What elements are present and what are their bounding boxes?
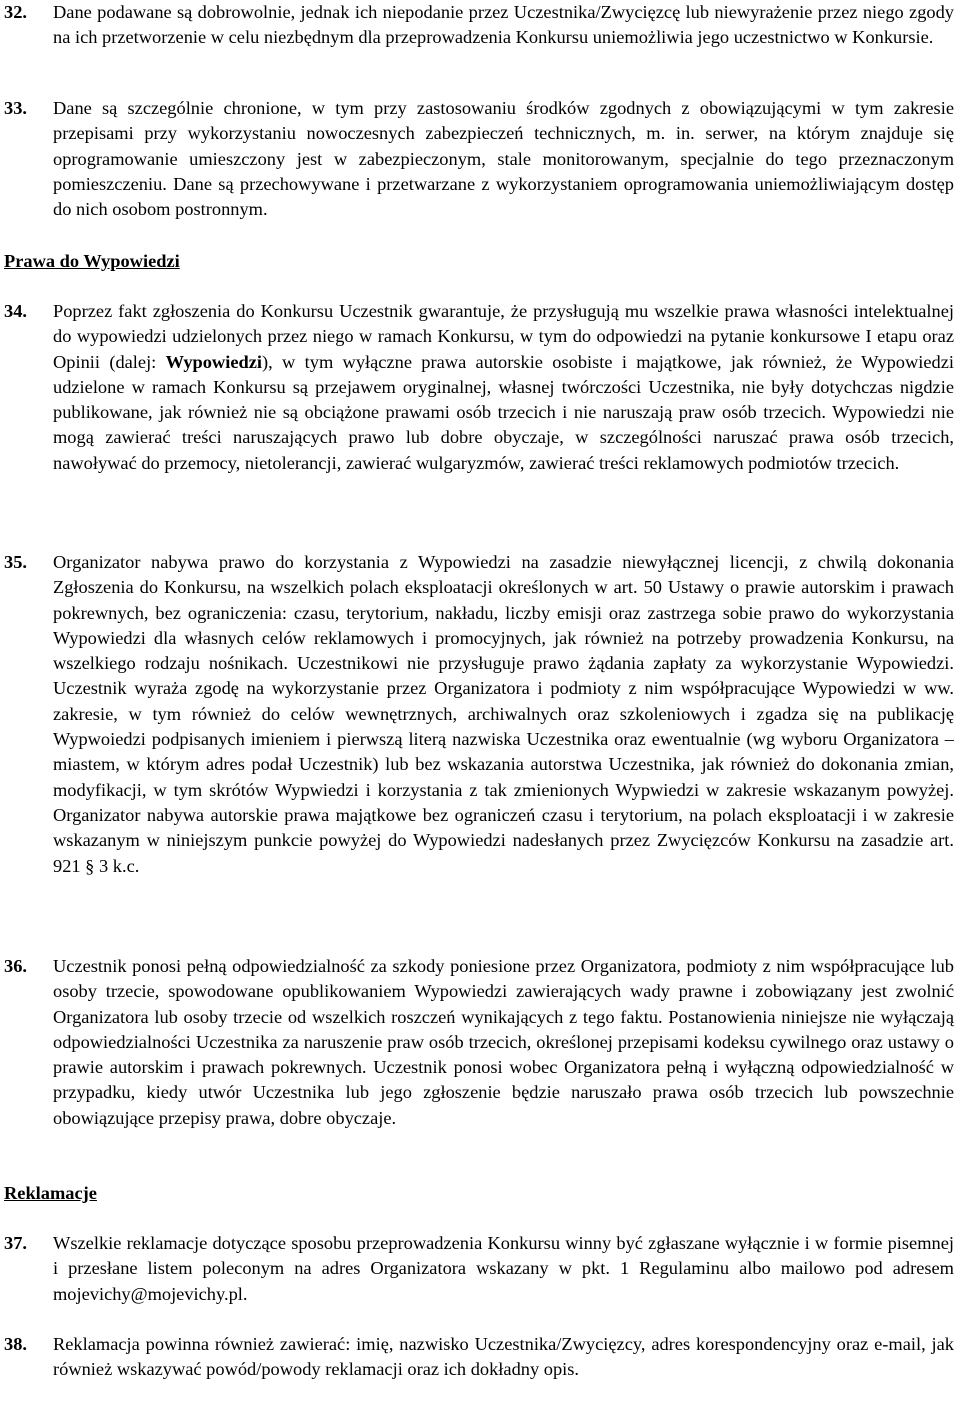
paragraph-34: [4, 299, 954, 476]
paragraph-text: Organizator nabywa prawo do korzystania z Wypowiedzi na zasadzie niewyłącznej licencji, z chwilą dokonania Zgłoszenia do Konkursu, na wszelkich polach eksploatacji określonych w art. 50 Ustawy o prawie autorskim i prawach pokrewnych, bez ograniczenia: czasu, terytorium, nakładu, liczby emisji oraz zastrzega sobie prawo do wykorzystania Wypowiedzi dla własnych celów reklamowych i promocyjnych, jak również na potrzeby prowadzenia Konkursu, na wszelkiego rodzaju nośnikach. Uczestnikowi nie przysługuje prawo żądania zapłaty za wykorzystanie Wypowiedzi. Uczestnik wyraża zgodę na wykorzystanie przez Organizatora i podmioty z nim współpracujące Wypowiedzi w ww. zakresie, w tym również do celów wewnętrznych, archiwalnych oraz szkoleniowych i zgadza się na publikację Wypwoiedzi podpisanych imieniem i pierwszą literą nazwiska Uczestnika oraz ewentualnie (wg wyboru Organizatora – miastem, w którym adres podał Uczestnik) lub bez wskazania autorstwa Uczestnika, jak również do dokonania zmian, modyfikacji, w tym skrótów Wypwiedzi i korzystania z tak zmienionych Wypwiedzi w zakresie wskazanym powyżej. Organizator nabywa autorskie prawa majątkowe bez ograniczeń czasu i terytorium, na polach eksploatacji i w zakresie wskazanym w niniejszym punkcie powyżej do Wypowiedzi nadesłanych przez Zwycięzców Konkursu na zasadzie art. 921 § 3 k.c.: [53, 552, 954, 876]
paragraph-number: 37.: [4, 1233, 27, 1253]
paragraph-37: [4, 1231, 954, 1307]
defined-term: Wypowiedzi: [165, 351, 262, 372]
paragraph-text: Wszelkie reklamacje dotyczące sposobu przeprowadzenia Konkursu winny być zgłaszane wyłącznie i w formie pisemnej i przesłane listem poleconym na adres Organizatora wskazany w pkt. 1 Regulaminu albo mailowo pod adresem mojevichy@mojevichy.pl.: [53, 1233, 954, 1304]
paragraph-number: 35.: [4, 552, 27, 572]
paragraph-number: 36.: [4, 956, 27, 976]
paragraph-text: Dane podawane są dobrowolnie, jednak ich niepodanie przez Uczestnika/Zwycięzcę lub niewyrażenie przez niego zgody na ich przetworzenie w celu niezbędnym dla przeprowadzenia Konkursu uniemożliwia jego uczestnictwo w Konkursie.: [53, 2, 954, 48]
paragraph-36: [4, 954, 954, 1131]
paragraph-number: 33.: [4, 98, 27, 118]
paragraph-38: [4, 1332, 954, 1383]
paragraph-number: 38.: [4, 1334, 27, 1354]
paragraph-35: [4, 550, 954, 879]
paragraph-text-a: Poprzez fakt zgłoszenia do Konkursu Uczestnik gwarantuje, że przysługują mu wszelkie prawa własności intelektualnej do wypowiedzi udzielonych przez niego w ramach Konkursu, w tym do odpowiedzi na pytanie konkursowe I etapu oraz Opinii (dalej:: [53, 301, 954, 372]
section-heading-complaints: Reklamacje: [4, 1183, 97, 1203]
paragraph-text: Dane są szczególnie chronione, w tym przy zastosowaniu środków zgodnych z obowiązującymi w tym zakresie przepisami przy wykorzystaniu nowoczesnych zabezpieczeń technicznych, m. in. serwer, na którym znajduje się oprogramowanie umieszczony jest w zabezpieczonym, stale monitorowanym, specjalnie do tego przeznaczonym pomieszczeniu. Dane są przechowywane i przetwarzane z wykorzystaniem oprogramowania uniemożliwiającym dostęp do nich osobom postronnym.: [53, 98, 954, 220]
paragraph-32: [4, 0, 954, 51]
paragraph-number: 32.: [4, 2, 27, 22]
section-heading-rights: Prawa do Wypowiedzi: [4, 251, 180, 271]
paragraph-text: Reklamacja powinna również zawierać: imię, nazwisko Uczestnika/Zwycięzcy, adres korespondencyjny oraz e-mail, jak również wskazywać powód/powody reklamacji oraz ich dokładny opis.: [53, 1334, 954, 1380]
paragraph-text-b: ), w tym wyłączne prawa autorskie osobiste i majątkowe, jak również, że Wypowiedzi udzielone w ramach Konkursu są przejawem oryginalnej, własnej twórczości Uczestnika, nie były dotychczas nigdzie publikowane, jak również nie są obciążone prawami osób trzecich i nie naruszają praw osób trzecich. Wypowiedzi nie mogą zawierać treści naruszających prawo lub dobre obyczaje, w szczególności naruszać prawa osób trzecich, nawoływać do przemocy, nietolerancji, zawierać wulgaryzmów, zawierać treści reklamowych podmiotów trzecich.: [53, 351, 954, 473]
paragraph-number: 34.: [4, 301, 27, 321]
paragraph-33: [4, 96, 954, 222]
paragraph-text: Uczestnik ponosi pełną odpowiedzialność za szkody poniesione przez Organizatora, podmioty z nim współpracujące lub osoby trzecie, spowodowane opublikowaniem Wypowiedzi zawierających wady prawne i zobowiązany jest zwolnić Organizatora lub osoby trzecie od wszelkich roszczeń wynikających z tego faktu. Postanowienia niniejsze nie wyłączają odpowiedzialności Uczestnika za naruszenie praw osób trzecich, określonej przepisami kodeksu cywilnego oraz ustawy o prawie autorskim i prawach pokrewnych. Uczestnik ponosi wobec Organizatora pełną i wyłączną odpowiedzialność w przypadku, kiedy utwór Uczestnika lub jego zgłoszenie będzie naruszało prawa osób trzecich lub powszechnie obowiązujące przepisy prawa, dobre obyczaje.: [53, 956, 954, 1128]
